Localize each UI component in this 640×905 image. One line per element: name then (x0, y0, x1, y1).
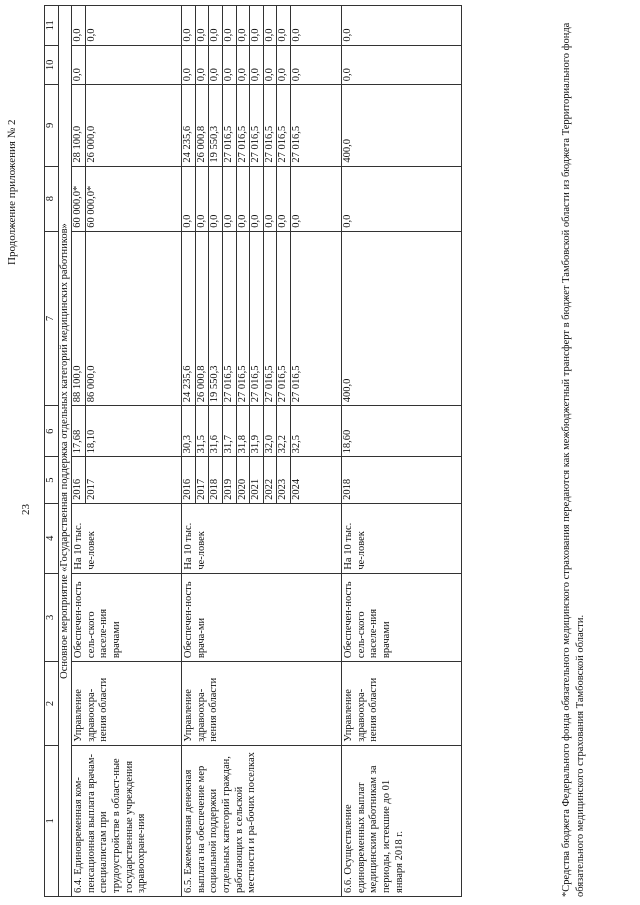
total-cell: 24 235,6 (182, 365, 194, 403)
executor: Управление здравоохра-нения области (72, 662, 182, 746)
unit: На 10 тыс. че-ловек (182, 503, 342, 573)
year-cell: 2017 (85, 457, 99, 503)
total-cell: 400,0 (342, 378, 354, 403)
unit: На 10 тыс. че-ловек (72, 503, 182, 573)
value-column (342, 406, 462, 457)
other-cell: 0,0 (72, 28, 84, 42)
table-row (72, 6, 182, 897)
value-column (182, 406, 342, 457)
other-column (182, 6, 342, 46)
col-header: 9 (45, 85, 59, 166)
federal-cell: 0,0 (276, 167, 290, 231)
total-cell: 27 016,5 (249, 232, 263, 405)
col-header: 4 (45, 503, 59, 573)
regional-column (72, 85, 182, 166)
year-cell: 2024 (290, 457, 304, 503)
total-cell: 86 000,0 (85, 232, 99, 405)
value-column (72, 406, 182, 457)
value-cell: 18,10 (85, 406, 99, 456)
regional-cell: 19 550,3 (208, 85, 222, 165)
federal-cell: 0,0 (208, 167, 222, 231)
total-cell: 88 100,0 (72, 365, 84, 403)
table-row (182, 6, 342, 897)
federal-column (72, 166, 182, 231)
federal-cell: 0,0 (249, 167, 263, 231)
federal-cell: 0,0 (236, 167, 250, 231)
other-cell: 0,0 (85, 6, 99, 45)
regional-cell: 28 100,0 (72, 125, 84, 163)
table-body (72, 6, 462, 897)
value-cell: 32,5 (290, 406, 304, 456)
municipal-cell: 0,0 (276, 46, 290, 85)
federal-column (342, 166, 462, 231)
value-cell: 18,60 (342, 429, 354, 454)
regional-cell: 27 016,5 (263, 85, 277, 165)
other-column (72, 6, 182, 46)
unit: На 10 тыс. че-ловек (342, 503, 462, 573)
municipal-column (342, 45, 462, 85)
total-cell: 27 016,5 (290, 232, 304, 405)
executor: Управление здравоохра-нения области (342, 662, 462, 746)
federal-cell: 60 000,0* (72, 185, 84, 228)
total-cell: 19 550,3 (208, 232, 222, 405)
total-column (182, 231, 342, 405)
federal-cell: 0,0 (182, 214, 194, 228)
year-cell: 2020 (236, 457, 250, 503)
regional-cell: 27 016,5 (276, 85, 290, 165)
federal-cell: 0,0 (342, 214, 354, 228)
federal-cell: 0,0 (263, 167, 277, 231)
regional-column (182, 85, 342, 166)
value-cell: 17,68 (72, 429, 84, 454)
year-column (182, 457, 342, 504)
value-cell: 31,5 (195, 406, 209, 456)
activity-name: 6.6. Осуществление единовременных выплат медицинским работникам за периоды, истекшие до 01 января 2018 г. (342, 745, 462, 896)
other-cell: 0,0 (208, 6, 222, 45)
municipal-cell: 0,0 (195, 46, 209, 85)
municipal-cell: 0,0 (236, 46, 250, 85)
year-cell: 2016 (182, 478, 194, 500)
regional-cell: 26 000,0 (85, 85, 99, 165)
regional-cell: 27 016,5 (249, 85, 263, 165)
federal-cell: 60 000,0* (85, 167, 99, 231)
value-cell: 31,9 (249, 406, 263, 456)
indicator: Обеспечен-ность врача-ми (182, 573, 342, 661)
federal-cell: 0,0 (222, 167, 236, 231)
other-cell: 0,0 (290, 6, 304, 45)
col-header: 1 (45, 745, 59, 896)
column-number-row (45, 6, 59, 897)
col-header: 3 (45, 573, 59, 661)
value-cell: 31,6 (208, 406, 222, 456)
federal-column (182, 166, 342, 231)
value-cell: 31,7 (222, 406, 236, 456)
col-header: 11 (45, 6, 59, 46)
other-cell: 0,0 (249, 6, 263, 45)
regional-cell: 27 016,5 (290, 85, 304, 165)
year-cell: 2023 (276, 457, 290, 503)
footnote: *Средства бюджета Федерального фонда обязательного медицинского страхования передаются как межбюджетный трансферт в бюджет Тамбовской области из бюджета Территориального фонда обязательного медицинского страхования Тамбовской области. (561, 22, 587, 897)
total-cell: 26 000,8 (195, 232, 209, 405)
municipal-column (72, 45, 182, 85)
col-header: 6 (45, 406, 59, 457)
total-cell: 27 016,5 (222, 232, 236, 405)
program-table (44, 5, 462, 897)
year-cell: 2021 (249, 457, 263, 503)
regional-cell: 27 016,5 (222, 85, 236, 165)
regional-column (342, 85, 462, 166)
federal-cell: 0,0 (195, 167, 209, 231)
col-header: 5 (45, 457, 59, 504)
year-cell: 2019 (222, 457, 236, 503)
total-cell: 27 016,5 (276, 232, 290, 405)
total-cell: 27 016,5 (236, 232, 250, 405)
page-number: 23 (20, 504, 32, 515)
indicator: Обеспечен-ность сель-ского населе-ния врачами (342, 573, 462, 661)
year-cell: 2018 (342, 478, 354, 500)
other-column (342, 6, 462, 46)
other-cell: 0,0 (195, 6, 209, 45)
year-cell: 2022 (263, 457, 277, 503)
other-cell: 0,0 (342, 28, 354, 42)
year-column (72, 457, 182, 504)
col-header: 8 (45, 166, 59, 231)
regional-cell: 26 000,8 (195, 85, 209, 165)
municipal-cell: 0,0 (182, 68, 194, 82)
regional-cell: 27 016,5 (236, 85, 250, 165)
municipal-cell: 0,0 (263, 46, 277, 85)
total-column (72, 231, 182, 405)
municipal-column (182, 45, 342, 85)
section-row (58, 6, 72, 897)
executor: Управление здравоохра-нения области (182, 662, 342, 746)
other-cell: 0,0 (222, 6, 236, 45)
section-title: Основное мероприятие «Государственная поддержка отдельных категорий медицинских работников» (58, 6, 72, 897)
col-header: 7 (45, 231, 59, 405)
municipal-cell: 0,0 (290, 46, 304, 85)
regional-cell: 24 235,6 (182, 125, 194, 163)
other-cell: 0,0 (263, 6, 277, 45)
value-cell: 30,3 (182, 435, 194, 454)
col-header: 10 (45, 45, 59, 85)
indicator: Обеспечен-ность сель-ского населе-ния врачами (72, 573, 182, 661)
value-cell: 32,2 (276, 406, 290, 456)
year-cell: 2018 (208, 457, 222, 503)
municipal-cell: 0,0 (249, 46, 263, 85)
year-column (342, 457, 462, 504)
activity-name: 6.4. Единовременная ком-пенсационная выплата врачам-специалистам при трудоустройстве в област-ные государственные учреждения здравоохране-ния (72, 745, 182, 896)
municipal-cell: 0,0 (72, 68, 84, 82)
federal-cell: 0,0 (290, 167, 304, 231)
other-cell: 0,0 (276, 6, 290, 45)
value-cell: 32,0 (263, 406, 277, 456)
col-header: 2 (45, 662, 59, 746)
municipal-cell: 0,0 (222, 46, 236, 85)
municipal-cell: 0,0 (208, 46, 222, 85)
other-cell: 0,0 (182, 28, 194, 42)
total-cell: 27 016,5 (263, 232, 277, 405)
municipal-cell (85, 46, 99, 85)
value-cell: 31,8 (236, 406, 250, 456)
table-row (342, 6, 462, 897)
other-cell: 0,0 (236, 6, 250, 45)
year-cell: 2016 (72, 478, 84, 500)
regional-cell: 400,0 (342, 138, 354, 163)
continuation-note: Продолжение приложения № 2 (6, 119, 18, 265)
total-column (342, 231, 462, 405)
municipal-cell: 0,0 (342, 68, 354, 82)
year-cell: 2017 (195, 457, 209, 503)
activity-name: 6.5. Ежемесячная денежная выплата на обеспечение мер социальной поддержки отдельных категорий граждан, работающих в сельской местности и ра-бочих поселках (182, 745, 342, 896)
